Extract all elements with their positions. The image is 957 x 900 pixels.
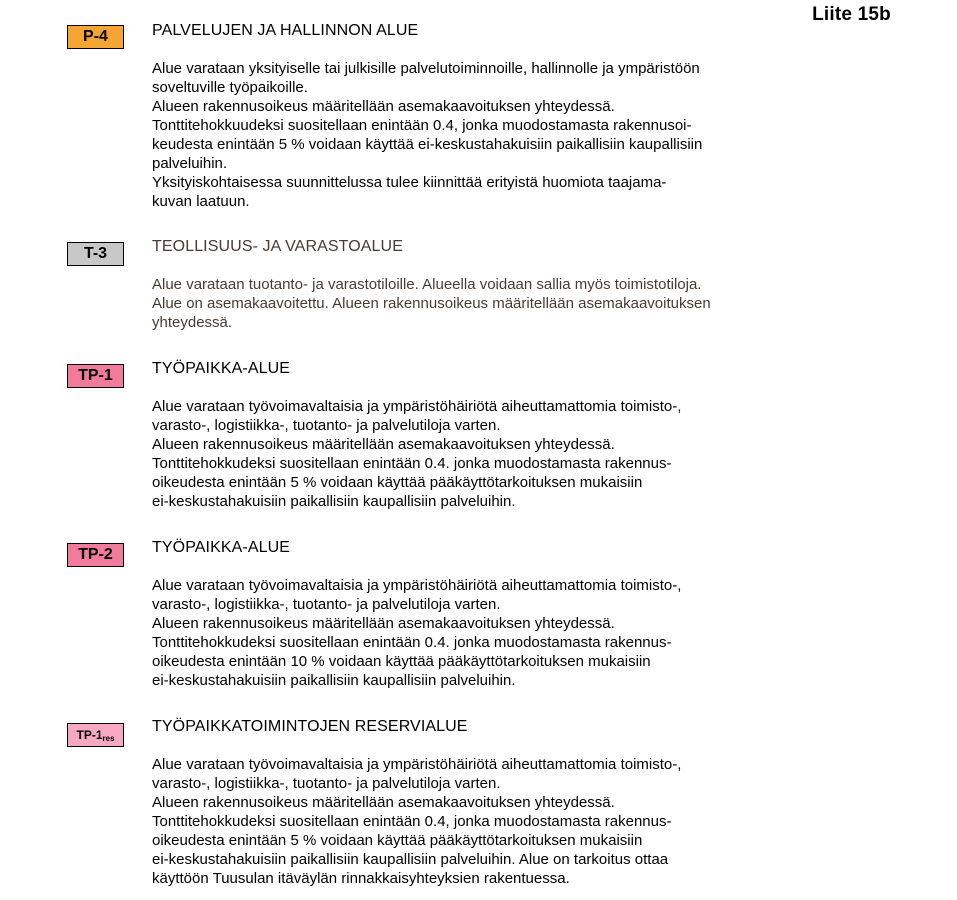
zone-code: TP-1 <box>78 367 113 384</box>
description-line: oikeudesta enintään 5 % voidaan käyttää pääkäyttötarkoituksen mukaisiin <box>152 474 643 491</box>
zone-code: P-4 <box>83 28 108 45</box>
zone-title: TYÖPAIKKA-ALUE <box>152 360 291 377</box>
description-line: Tonttitehokkudeksi suositellaan enintään 0.4. jonka muodostamasta rakennus- <box>152 634 672 651</box>
zone-title: PALVELUJEN JA HALLINNON ALUE <box>152 22 419 39</box>
description-line: Tonttitehokkudeksi suositellaan enintään 0.4. jonka muodostamasta rakennus- <box>152 455 672 472</box>
description-line: Tonttitehokkuudeksi suositellaan enintään 0.4, jonka muodostamasta rakennusoi- <box>152 117 692 134</box>
description-line: ei-keskustahakuisiin paikallisiin kaupallisiin palveluihin. <box>152 493 516 510</box>
description-line: Alue varataan yksityiselle tai julkisille palvelutoiminnoille, hallinnolle ja ympäristöön <box>152 60 700 77</box>
description-line: Tonttitehokkudeksi suositellaan enintään 0.4, jonka muodostamasta rakennus- <box>152 813 672 830</box>
description-line: Alue varataan tuotanto- ja varastotiloille. Alueella voidaan sallia myös toimistotiloja. <box>152 276 702 293</box>
description-line: yhteydessä. <box>152 314 233 331</box>
description-line: kuvan laatuun. <box>152 193 250 210</box>
zone-title: TYÖPAIKKATOIMINTOJEN RESERVIALUE <box>152 718 468 735</box>
zone-description <box>152 755 872 888</box>
description-line: varasto-, logistiikka-, tuotanto- ja palvelutiloja varten. <box>152 775 501 792</box>
zone-code: T-3 <box>83 245 108 262</box>
zone-code-badge <box>67 25 124 49</box>
page-label: Liite 15b <box>812 4 891 25</box>
description-line: Alueen rakennusoikeus määritellään asemakaavoituksen yhteydessä. <box>152 98 615 115</box>
zone-code-suffix: res <box>102 733 115 743</box>
description-line: soveltuville työpaikoille. <box>152 79 308 96</box>
description-line: Alue varataan työvoimavaltaisia ja ympäristöhäiriötä aiheuttamattomia toimisto-, <box>152 577 682 594</box>
zone-code-badge <box>67 543 124 567</box>
zone-description <box>152 59 872 211</box>
zone-title: TYÖPAIKKA-ALUE <box>152 539 291 556</box>
zone-description <box>152 275 872 332</box>
zone-code-badge <box>67 723 124 747</box>
description-line: ei-keskustahakuisiin paikallisiin kaupallisiin palveluihin. <box>152 672 516 689</box>
description-line: ei-keskustahakuisiin paikallisiin kaupallisiin palveluihin. Alue on tarkoitus ottaa <box>152 851 669 868</box>
zone-code-badge <box>67 364 124 388</box>
description-line: Alueen rakennusoikeus määritellään asemakaavoituksen yhteydessä. <box>152 794 615 811</box>
description-line: oikeudesta enintään 10 % voidaan käyttää pääkäyttötarkoituksen mukaisiin <box>152 653 651 670</box>
zone-code: TP-1 <box>76 728 103 742</box>
zone-code: TP-2 <box>78 546 113 563</box>
zone-description <box>152 576 872 690</box>
description-line: Yksityiskohtaisessa suunnittelussa tulee kiinnittää erityistä huomiota taajama- <box>152 174 667 191</box>
description-line: käyttöön Tuusulan itäväylän rinnakkaisyhteyksien rakentuessa. <box>152 870 570 887</box>
description-line: keudesta enintään 5 % voidaan käyttää ei-keskustahakuisiin paikallisiin kaupallisiin <box>152 136 703 153</box>
description-line: Alue varataan työvoimavaltaisia ja ympäristöhäiriötä aiheuttamattomia toimisto-, <box>152 398 682 415</box>
description-line: Alueen rakennusoikeus määritellään asemakaavoituksen yhteydessä. <box>152 615 615 632</box>
description-line: varasto-, logistiikka-, tuotanto- ja palvelutiloja varten. <box>152 596 501 613</box>
description-line: Alue varataan työvoimavaltaisia ja ympäristöhäiriötä aiheuttamattomia toimisto-, <box>152 756 682 773</box>
description-line: oikeudesta enintään 5 % voidaan käyttää pääkäyttötarkoituksen mukaisiin <box>152 832 643 849</box>
zone-title: TEOLLISUUS- JA VARASTOALUE <box>152 238 403 255</box>
zone-description <box>152 397 872 511</box>
description-line: palveluihin. <box>152 155 228 172</box>
zone-code-badge <box>67 242 124 266</box>
description-line: Alueen rakennusoikeus määritellään asemakaavoituksen yhteydessä. <box>152 436 615 453</box>
description-line: Alue on asemakaavoitettu. Alueen rakennusoikeus määritellään asemakaavoituksen <box>152 295 711 312</box>
description-line: varasto-, logistiikka-, tuotanto- ja palvelutiloja varten. <box>152 417 501 434</box>
